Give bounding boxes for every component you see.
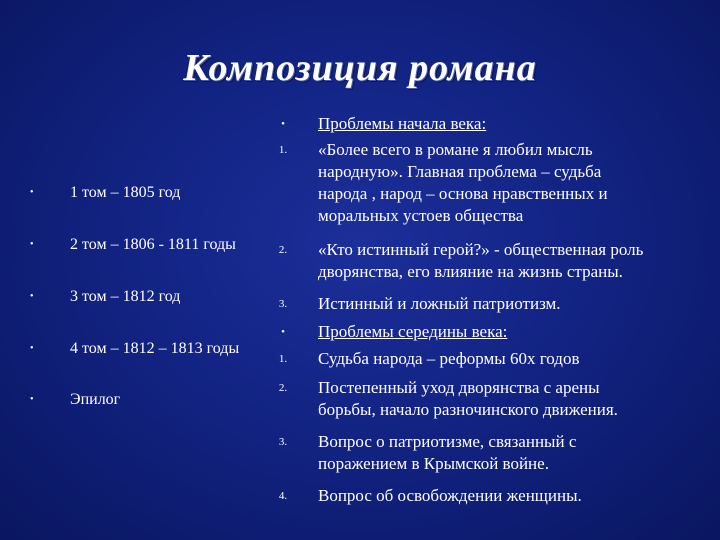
item-line: «Кто истинный герой?» - общественная роль <box>318 240 644 259</box>
list-number: 3. <box>278 298 288 310</box>
item-line: «Более всего в романе я любил мысль <box>318 140 593 159</box>
volume-label: 1 том – 1805 год <box>70 184 181 201</box>
bullet-icon: • <box>281 118 285 130</box>
list-item <box>318 239 718 283</box>
list-item <box>318 139 718 227</box>
list-number: 2. <box>278 382 288 394</box>
list-number: 1. <box>278 353 288 365</box>
list-item <box>318 113 718 135</box>
volume-label: 3 том – 1812 год <box>70 288 181 305</box>
item-line: поражением в Крымской войне. <box>318 454 549 473</box>
volume-label: 2 том – 1806 - 1811 годы <box>70 236 236 253</box>
bullet-icon: • <box>30 291 34 302</box>
list-number: 4. <box>278 490 288 502</box>
item-line: борьбы, начало разночинского движения. <box>318 400 618 419</box>
item-line: народа , народ – основа нравственных и <box>318 184 608 203</box>
section-heading: Проблемы середины века: <box>318 322 508 341</box>
bullet-icon: • <box>30 343 34 354</box>
section-heading: Проблемы начала века: <box>318 114 487 133</box>
item-line: Истинный и ложный патриотизм. <box>318 294 561 313</box>
list-number: 2. <box>278 244 288 256</box>
item-line: Постепенный уход дворянства с арены <box>318 378 600 397</box>
item-line: Вопрос об освобождении женщины. <box>318 486 582 505</box>
bullet-icon: • <box>30 187 34 198</box>
list-item <box>318 431 718 475</box>
list-item <box>318 377 718 421</box>
slide-title: Композиция романа <box>183 47 537 89</box>
list-number: 1. <box>278 144 288 156</box>
item-line: моральных устоев общества <box>318 206 524 225</box>
bullet-icon: • <box>30 239 34 250</box>
list-item <box>318 348 718 370</box>
item-line: дворянства, его влияние на жизнь страны. <box>318 262 623 281</box>
volume-label: Эпилог <box>70 391 121 408</box>
list-item <box>318 293 718 315</box>
volume-label: 4 том – 1812 – 1813 годы <box>70 340 240 357</box>
item-line: Судьба народа – реформы 60х годов <box>318 349 580 368</box>
list-item <box>318 321 718 343</box>
list-item <box>318 485 718 507</box>
list-number: 3. <box>278 436 288 448</box>
bullet-icon: • <box>30 394 34 405</box>
bullet-icon: • <box>281 326 285 338</box>
item-line: Вопрос о патриотизме, связанный с <box>318 432 577 451</box>
item-line: народную». Главная проблема – судьба <box>318 162 602 181</box>
